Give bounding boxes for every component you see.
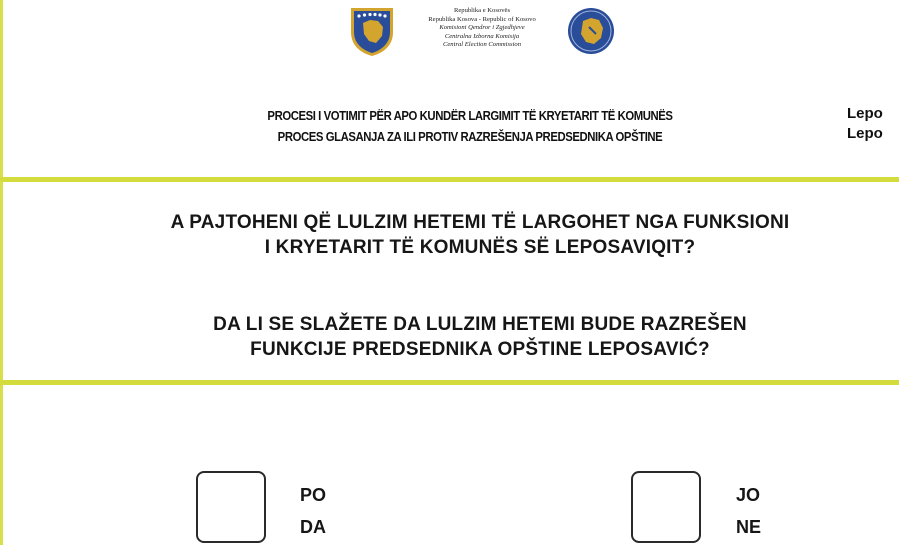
municipality-label (847, 104, 883, 144)
no-label-albanian: JO (736, 485, 761, 505)
no-label (736, 479, 761, 543)
answer-options (0, 385, 899, 545)
institution-line: Centralna Izborna Komisija (444, 32, 520, 40)
kosovo-coat-of-arms-icon (348, 6, 396, 58)
cec-seal-icon (567, 7, 615, 55)
question-serbian (60, 312, 899, 362)
municipality-label-albanian: Lepo (847, 105, 883, 122)
yes-checkbox[interactable] (196, 471, 266, 543)
no-checkbox[interactable] (631, 471, 701, 543)
yes-label (300, 479, 326, 543)
ballot-header (0, 0, 899, 177)
process-title (195, 105, 745, 147)
question-line: I KRYETARIT TË KOMUNËS SË LEPOSAVIQIT? (264, 237, 696, 258)
no-label-serbian: NE (736, 517, 762, 537)
institution-line: Central Election Commission (442, 41, 522, 49)
yes-label-serbian: DA (300, 517, 326, 537)
institution-line: Komisioni Qendror i Zgjedhjeve (439, 24, 525, 32)
ballot-question (0, 182, 899, 380)
institution-line: Republika Kosova - Republic of Kosovo (428, 15, 536, 23)
yes-label-albanian: PO (300, 485, 327, 505)
institution-line: Republika e Kosovës (453, 7, 511, 14)
process-title-serbian: PROCES GLASANJA ZA ILI PROTIV RAZREŠENJA PREDSEDNIKA OPŠTINE (277, 129, 663, 144)
question-line: DA LI SE SLAŽETE DA LULZIM HETEMI BUDE RAZREŠEN (213, 314, 747, 335)
question-line: A PAJTOHENI QË LULZIM HETEMI TË LARGOHET NGA FUNKSIONI (170, 212, 790, 233)
process-title-albanian: PROCESI I VOTIMIT PËR APO KUNDËR LARGIMIT TË KRYETARIT TË KOMUNËS (267, 108, 673, 123)
question-albanian (60, 210, 899, 260)
institution-names (398, 7, 566, 50)
question-line: FUNKCIJE PREDSEDNIKA OPŠTINE LEPOSAVIĆ? (250, 339, 710, 360)
municipality-label-serbian: Lepo (847, 125, 883, 142)
